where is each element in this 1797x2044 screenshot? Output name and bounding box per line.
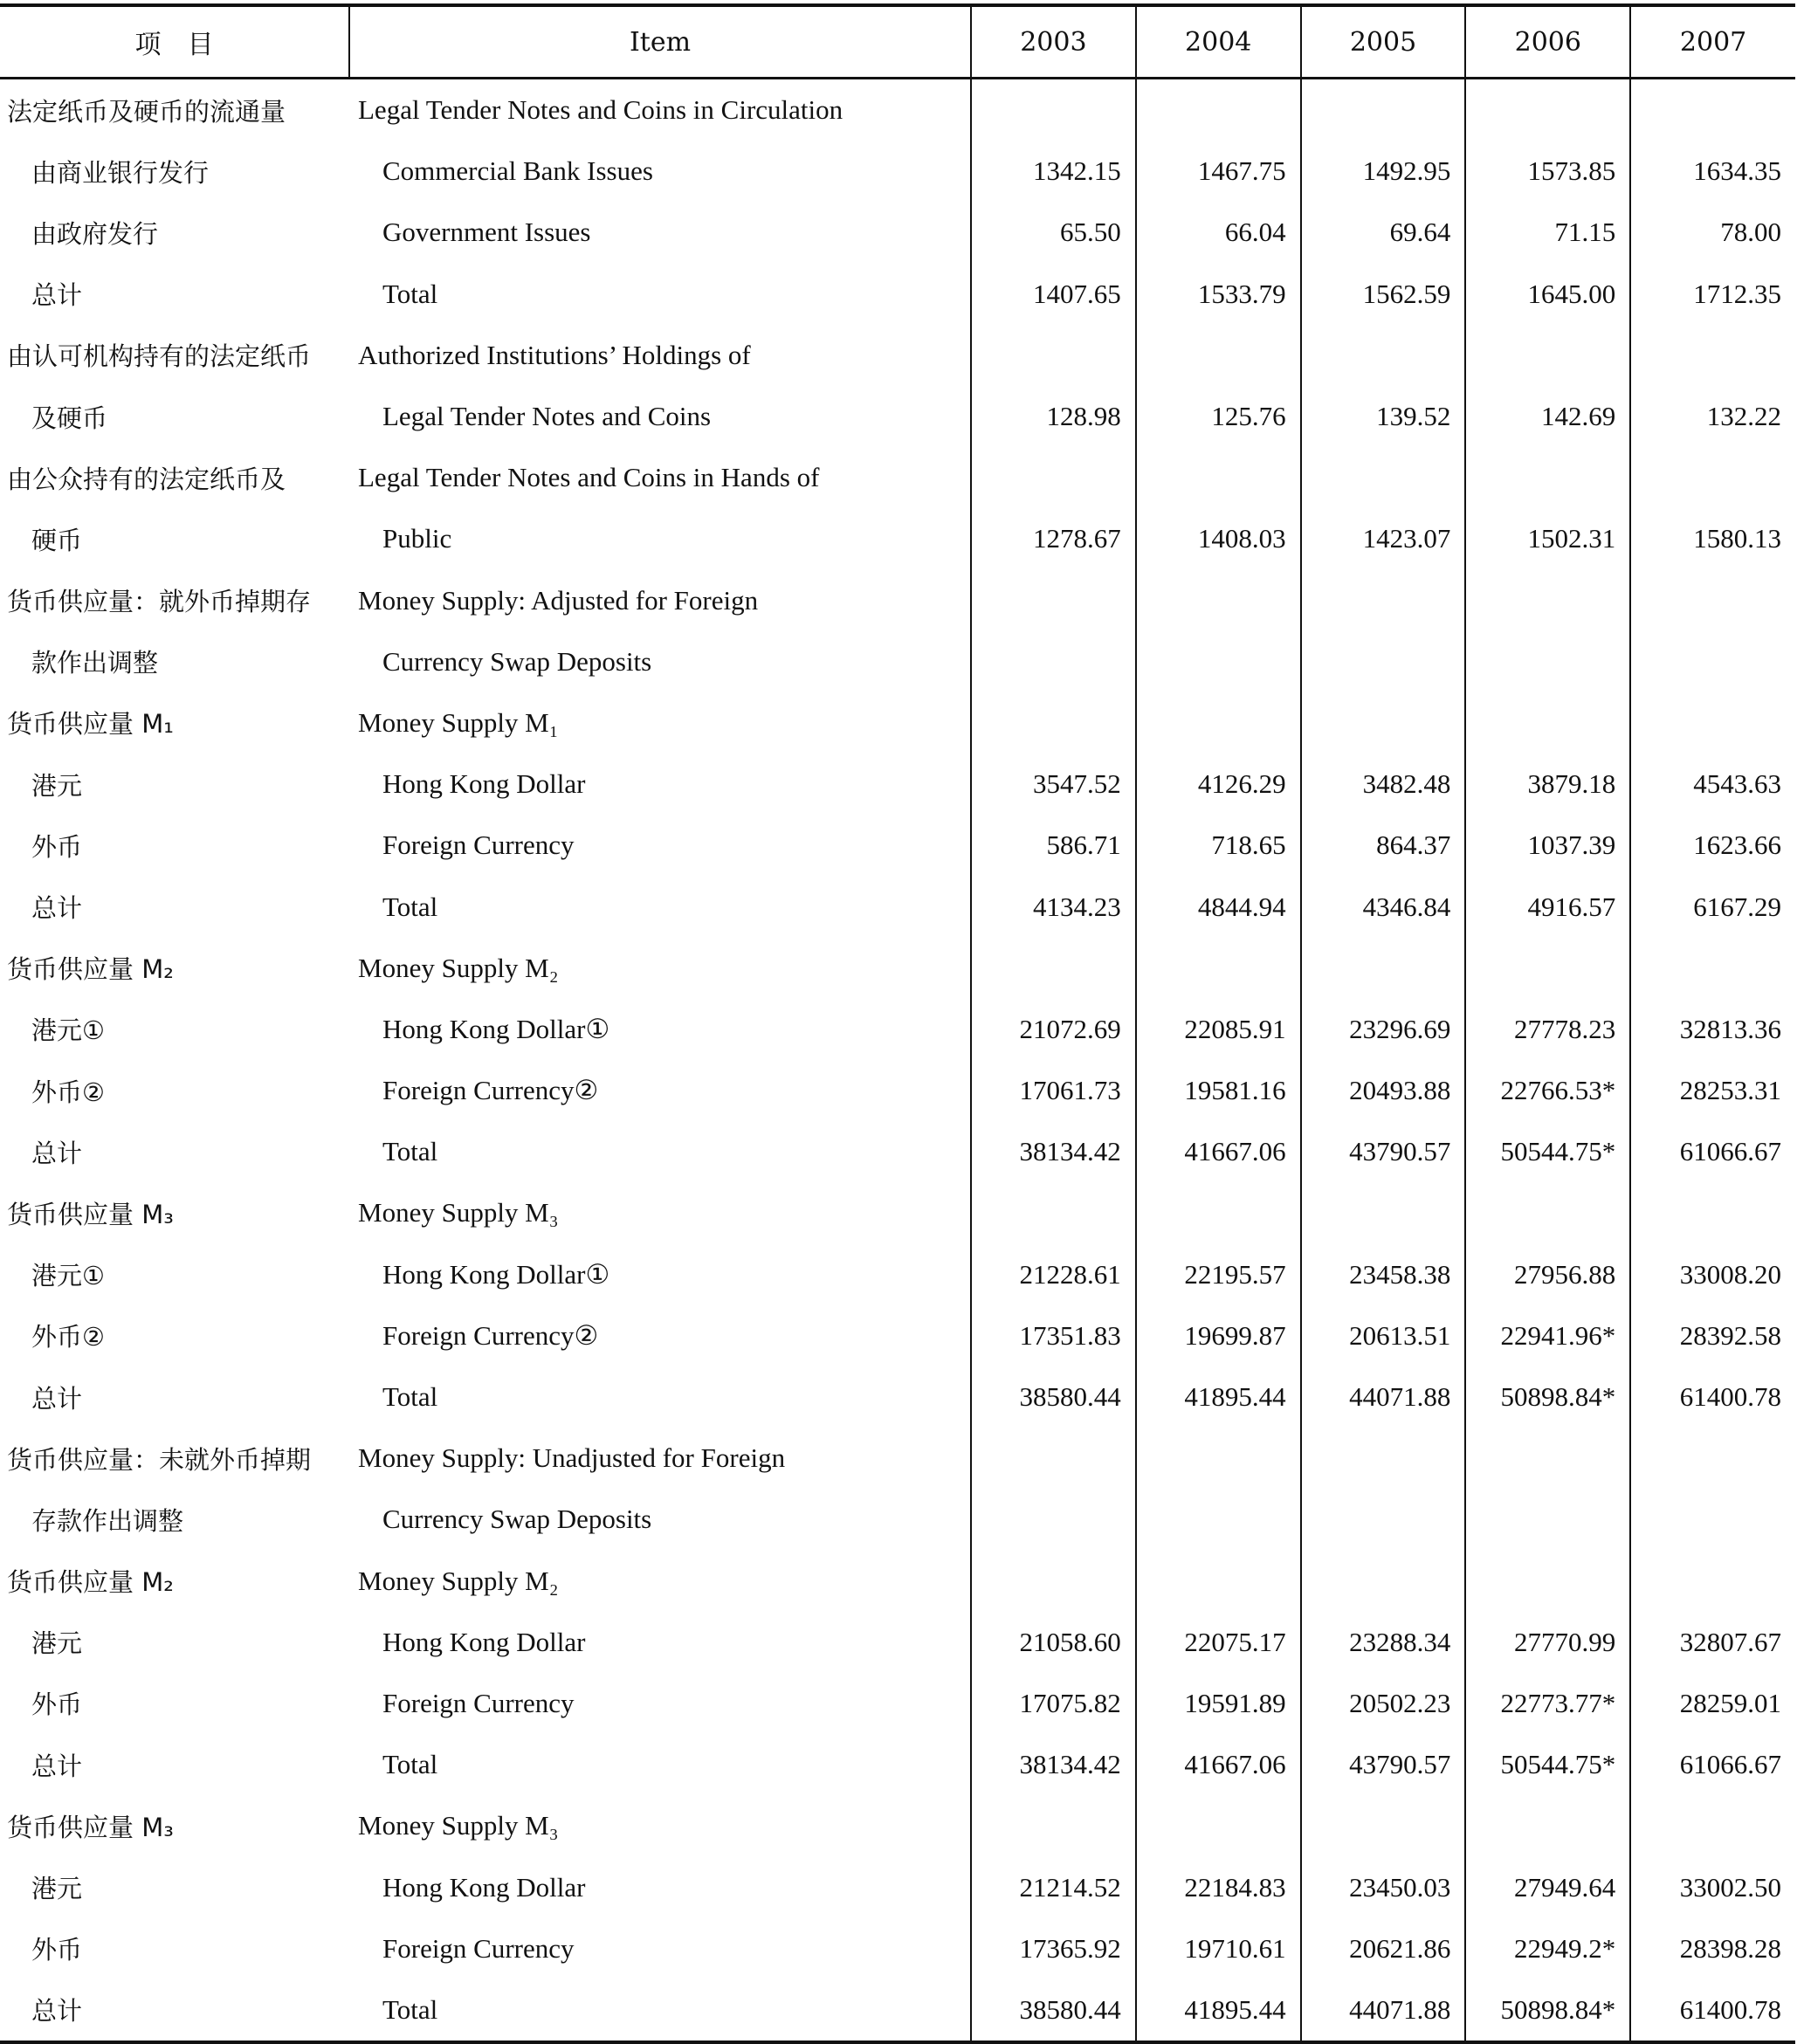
value-cell-2005 xyxy=(1301,1428,1466,1489)
row-label-en: Hong Kong Dollar xyxy=(382,1626,586,1657)
row-label-en: Money Supply M₂ xyxy=(358,952,559,983)
value-cell-2003 xyxy=(971,447,1136,508)
row-label-en: Money Supply M₂ xyxy=(358,1565,559,1596)
table-row xyxy=(0,1366,1795,1428)
row-label-zh: 由认可机构持有的法定纸币 xyxy=(7,341,312,372)
table-row xyxy=(0,1612,1795,1673)
value-cell-2007: 28398.28 xyxy=(1630,1918,1795,1979)
value-cell-2003: 3547.52 xyxy=(971,754,1136,815)
table-row xyxy=(0,386,1795,447)
row-label-en: Money Supply M₃ xyxy=(358,1197,559,1228)
row-label-zh: 款作出调整 xyxy=(31,648,159,678)
table-row xyxy=(0,1244,1795,1305)
row-label-en: Hong Kong Dollar xyxy=(382,1871,586,1903)
row-label-zh: 货币供应量：就外币掉期存 xyxy=(7,587,312,617)
value-cell-2007 xyxy=(1630,1795,1795,1856)
row-label-en: Public xyxy=(382,523,452,554)
table-row xyxy=(0,508,1795,569)
table-row xyxy=(0,447,1795,508)
value-cell-2005: 23288.34 xyxy=(1301,1612,1466,1673)
row-label-zh: 外币 xyxy=(31,1935,83,1965)
row-label-zh: 总计 xyxy=(31,893,83,924)
value-cell-2005: 4346.84 xyxy=(1301,876,1466,937)
value-cell-2007: 28253.31 xyxy=(1630,1060,1795,1121)
table-body xyxy=(0,79,1795,2043)
value-cell-2003 xyxy=(971,692,1136,754)
value-cell-2006 xyxy=(1465,1182,1630,1243)
value-cell-2004 xyxy=(1136,1182,1301,1243)
row-label-zh: 港元 xyxy=(31,770,83,801)
value-cell-2006: 50544.75* xyxy=(1465,1734,1630,1795)
row-label-zh: 港元① xyxy=(31,1261,105,1291)
row-label-en: Foreign Currency xyxy=(382,1932,575,1964)
value-cell-2006: 4916.57 xyxy=(1465,876,1630,937)
value-cell-2004: 4126.29 xyxy=(1136,754,1301,815)
row-label-en: Currency Swap Deposits xyxy=(382,1504,652,1535)
value-cell-2005: 1492.95 xyxy=(1301,141,1466,202)
value-cell-2004 xyxy=(1136,1795,1301,1856)
value-cell-2004: 125.76 xyxy=(1136,386,1301,447)
value-cell-2005 xyxy=(1301,447,1466,508)
value-cell-2006: 142.69 xyxy=(1465,386,1630,447)
table-row xyxy=(0,1856,1795,1917)
header-row xyxy=(0,5,1795,79)
value-cell-2007: 61066.67 xyxy=(1630,1121,1795,1182)
value-cell-2004: 22195.57 xyxy=(1136,1244,1301,1305)
row-label-zh: 货币供应量 M₃ xyxy=(7,1812,174,1842)
value-cell-2007: 61066.67 xyxy=(1630,1734,1795,1795)
value-cell-2005 xyxy=(1301,631,1466,692)
value-cell-2003: 21072.69 xyxy=(971,999,1136,1060)
value-cell-2004 xyxy=(1136,570,1301,631)
value-cell-2006: 3879.18 xyxy=(1465,754,1630,815)
value-cell-2005 xyxy=(1301,570,1466,631)
row-label-en: Foreign Currency xyxy=(382,829,575,861)
value-cell-2007: 4543.63 xyxy=(1630,754,1795,815)
table-row xyxy=(0,79,1795,141)
value-cell-2005: 3482.48 xyxy=(1301,754,1466,815)
value-cell-2004 xyxy=(1136,1489,1301,1550)
value-cell-2006 xyxy=(1465,1489,1630,1550)
value-cell-2007: 32807.67 xyxy=(1630,1612,1795,1673)
row-label-en: Money Supply M₃ xyxy=(358,1810,559,1841)
value-cell-2004: 22085.91 xyxy=(1136,999,1301,1060)
value-cell-2007: 1634.35 xyxy=(1630,141,1795,202)
value-cell-2004: 22184.83 xyxy=(1136,1856,1301,1917)
row-label-zh: 货币供应量 M₁ xyxy=(7,709,174,740)
value-cell-2005: 43790.57 xyxy=(1301,1121,1466,1182)
table-row xyxy=(0,1551,1795,1612)
table-row xyxy=(0,938,1795,999)
row-label-zh: 货币供应量 M₂ xyxy=(7,954,174,985)
row-label-en: Money Supply: Unadjusted for Foreign xyxy=(358,1442,786,1474)
value-cell-2006: 1037.39 xyxy=(1465,815,1630,876)
value-cell-2007: 132.22 xyxy=(1630,386,1795,447)
value-cell-2007 xyxy=(1630,938,1795,999)
row-label-zh: 货币供应量：未就外币掉期 xyxy=(7,1444,312,1475)
value-cell-2003: 17351.83 xyxy=(971,1305,1136,1366)
row-label-zh: 总计 xyxy=(0,1979,349,2042)
value-cell-2005: 1562.59 xyxy=(1301,264,1466,325)
value-cell-2005: 20502.23 xyxy=(1301,1673,1466,1734)
value-cell-2005: 139.52 xyxy=(1301,386,1466,447)
value-cell-2003: 21058.60 xyxy=(971,1612,1136,1673)
value-cell-2004: 19699.87 xyxy=(1136,1305,1301,1366)
value-cell-2003: 1342.15 xyxy=(971,141,1136,202)
value-cell-2003: 38580.44 xyxy=(971,1979,1136,2042)
value-cell-2003: 586.71 xyxy=(971,815,1136,876)
value-cell-2006: 71.15 xyxy=(1465,202,1630,263)
value-cell-2004: 41667.06 xyxy=(1136,1121,1301,1182)
header-year-2003: 2003 xyxy=(971,5,1136,79)
row-label-zh: 外币② xyxy=(31,1077,105,1107)
value-cell-2004: 1408.03 xyxy=(1136,508,1301,569)
value-cell-2003: 38134.42 xyxy=(971,1734,1136,1795)
value-cell-2004: 1533.79 xyxy=(1136,264,1301,325)
value-cell-2003 xyxy=(971,325,1136,386)
header-year-2007: 2007 xyxy=(1630,5,1795,79)
value-cell-2006: 27770.99 xyxy=(1465,1612,1630,1673)
value-cell-2006: 22766.53* xyxy=(1465,1060,1630,1121)
value-cell-2005: 864.37 xyxy=(1301,815,1466,876)
table-row xyxy=(0,570,1795,631)
row-label-zh: 总计 xyxy=(31,1751,83,1781)
value-cell-2004 xyxy=(1136,325,1301,386)
value-cell-2006 xyxy=(1465,1551,1630,1612)
row-label-en: Hong Kong Dollar① xyxy=(382,1258,610,1290)
row-label-zh: 港元 xyxy=(31,1628,83,1659)
table-row xyxy=(0,202,1795,263)
value-cell-2007 xyxy=(1630,79,1795,141)
row-label-zh: 港元 xyxy=(31,1874,83,1904)
table-row xyxy=(0,1182,1795,1243)
value-cell-2004: 41895.44 xyxy=(1136,1979,1301,2042)
value-cell-2004: 41667.06 xyxy=(1136,1734,1301,1795)
table-row xyxy=(0,1121,1795,1182)
row-label-en: Total xyxy=(382,1749,438,1780)
row-label-zh: 外币 xyxy=(31,831,83,862)
value-cell-2004 xyxy=(1136,1428,1301,1489)
value-cell-2005: 44071.88 xyxy=(1301,1979,1466,2042)
row-label-en: Total xyxy=(382,1381,438,1413)
value-cell-2006 xyxy=(1465,447,1630,508)
value-cell-2003: 21228.61 xyxy=(971,1244,1136,1305)
value-cell-2006: 27778.23 xyxy=(1465,999,1630,1060)
row-label-zh: 货币供应量 M₂ xyxy=(7,1567,174,1598)
row-label-en: Total xyxy=(349,1979,971,2042)
value-cell-2007 xyxy=(1630,1428,1795,1489)
value-cell-2004 xyxy=(1136,631,1301,692)
row-label-en: Money Supply: Adjusted for Foreign xyxy=(358,584,759,616)
value-cell-2006 xyxy=(1465,325,1630,386)
value-cell-2007: 6167.29 xyxy=(1630,876,1795,937)
value-cell-2003 xyxy=(971,570,1136,631)
value-cell-2006 xyxy=(1465,1795,1630,1856)
value-cell-2007 xyxy=(1630,447,1795,508)
value-cell-2007: 78.00 xyxy=(1630,202,1795,263)
value-cell-2003: 1407.65 xyxy=(971,264,1136,325)
value-cell-2006 xyxy=(1465,938,1630,999)
value-cell-2004 xyxy=(1136,692,1301,754)
value-cell-2007: 33002.50 xyxy=(1630,1856,1795,1917)
value-cell-2003 xyxy=(971,1551,1136,1612)
value-cell-2006 xyxy=(1465,79,1630,141)
value-cell-2007: 32813.36 xyxy=(1630,999,1795,1060)
row-label-zh: 总计 xyxy=(31,1383,83,1414)
row-label-en: Foreign Currency xyxy=(382,1687,575,1718)
value-cell-2003: 17075.82 xyxy=(971,1673,1136,1734)
money-supply-table xyxy=(0,3,1795,2044)
table-row xyxy=(0,631,1795,692)
table-row xyxy=(0,692,1795,754)
value-cell-2006: 1645.00 xyxy=(1465,264,1630,325)
value-cell-2006 xyxy=(1465,692,1630,754)
row-label-zh: 外币 xyxy=(31,1690,83,1720)
value-cell-2004: 41895.44 xyxy=(1136,1366,1301,1428)
value-cell-2007: 61400.78 xyxy=(1630,1366,1795,1428)
value-cell-2004: 19581.16 xyxy=(1136,1060,1301,1121)
header-year-2005: 2005 xyxy=(1301,5,1466,79)
value-cell-2003 xyxy=(971,1795,1136,1856)
value-cell-2004 xyxy=(1136,447,1301,508)
row-label-zh: 由政府发行 xyxy=(31,218,159,249)
value-cell-2006: 22949.2* xyxy=(1465,1918,1630,1979)
value-cell-2007 xyxy=(1630,1182,1795,1243)
value-cell-2003 xyxy=(971,79,1136,141)
row-label-zh: 总计 xyxy=(31,1138,83,1168)
value-cell-2003: 17365.92 xyxy=(971,1918,1136,1979)
value-cell-2006: 1573.85 xyxy=(1465,141,1630,202)
row-label-en: Government Issues xyxy=(382,217,591,248)
value-cell-2003: 17061.73 xyxy=(971,1060,1136,1121)
value-cell-2004: 4844.94 xyxy=(1136,876,1301,937)
row-label-en: Foreign Currency② xyxy=(382,1075,599,1106)
value-cell-2005 xyxy=(1301,1182,1466,1243)
row-label-en: Hong Kong Dollar① xyxy=(382,1013,610,1044)
row-label-zh: 存款作出调整 xyxy=(31,1505,184,1536)
row-label-en: Commercial Bank Issues xyxy=(382,155,653,187)
row-label-en: Total xyxy=(382,891,438,922)
value-cell-2004 xyxy=(1136,938,1301,999)
table-row xyxy=(0,141,1795,202)
row-label-zh: 由公众持有的法定纸币及 xyxy=(7,464,286,494)
value-cell-2006 xyxy=(1465,570,1630,631)
value-cell-2007: 1623.66 xyxy=(1630,815,1795,876)
row-label-zh: 及硬币 xyxy=(31,403,108,433)
value-cell-2003 xyxy=(971,1489,1136,1550)
value-cell-2007 xyxy=(1630,325,1795,386)
table-row xyxy=(0,1489,1795,1550)
table-row xyxy=(0,876,1795,937)
value-cell-2005: 20621.86 xyxy=(1301,1918,1466,1979)
value-cell-2007: 61400.78 xyxy=(1630,1979,1795,2042)
value-cell-2005: 43790.57 xyxy=(1301,1734,1466,1795)
table-row xyxy=(0,1305,1795,1366)
value-cell-2004: 66.04 xyxy=(1136,202,1301,263)
table-row xyxy=(0,1428,1795,1489)
value-cell-2007 xyxy=(1630,692,1795,754)
table-row xyxy=(0,1979,1795,2042)
table-row xyxy=(0,325,1795,386)
header-item-en: Item xyxy=(349,5,971,79)
row-label-en: Legal Tender Notes and Coins in Circulation xyxy=(358,94,843,126)
value-cell-2003 xyxy=(971,938,1136,999)
value-cell-2005 xyxy=(1301,938,1466,999)
row-label-en: Foreign Currency② xyxy=(382,1319,599,1351)
table-row xyxy=(0,1734,1795,1795)
value-cell-2005 xyxy=(1301,325,1466,386)
value-cell-2006: 22941.96* xyxy=(1465,1305,1630,1366)
value-cell-2003 xyxy=(971,1182,1136,1243)
row-label-zh: 由商业银行发行 xyxy=(31,157,210,188)
value-cell-2007: 28259.01 xyxy=(1630,1673,1795,1734)
value-cell-2005: 23450.03 xyxy=(1301,1856,1466,1917)
row-label-zh: 总计 xyxy=(31,280,83,311)
row-label-zh: 硬币 xyxy=(31,525,83,555)
value-cell-2007: 1580.13 xyxy=(1630,508,1795,569)
value-cell-2006: 22773.77* xyxy=(1465,1673,1630,1734)
row-label-en: Legal Tender Notes and Coins xyxy=(382,401,712,432)
value-cell-2004: 718.65 xyxy=(1136,815,1301,876)
value-cell-2007: 28392.58 xyxy=(1630,1305,1795,1366)
value-cell-2005 xyxy=(1301,79,1466,141)
table-row xyxy=(0,754,1795,815)
table-row xyxy=(0,1673,1795,1734)
value-cell-2003 xyxy=(971,631,1136,692)
value-cell-2006: 50898.84* xyxy=(1465,1366,1630,1428)
value-cell-2005: 69.64 xyxy=(1301,202,1466,263)
value-cell-2003: 128.98 xyxy=(971,386,1136,447)
value-cell-2005: 20493.88 xyxy=(1301,1060,1466,1121)
value-cell-2004 xyxy=(1136,1551,1301,1612)
value-cell-2006: 27949.64 xyxy=(1465,1856,1630,1917)
value-cell-2003: 21214.52 xyxy=(971,1856,1136,1917)
row-label-en: Total xyxy=(382,1136,438,1167)
value-cell-2004: 22075.17 xyxy=(1136,1612,1301,1673)
value-cell-2007 xyxy=(1630,570,1795,631)
value-cell-2005: 20613.51 xyxy=(1301,1305,1466,1366)
value-cell-2005: 23296.69 xyxy=(1301,999,1466,1060)
value-cell-2005 xyxy=(1301,1489,1466,1550)
table-row xyxy=(0,815,1795,876)
value-cell-2005 xyxy=(1301,1551,1466,1612)
value-cell-2003 xyxy=(971,1428,1136,1489)
value-cell-2005 xyxy=(1301,1795,1466,1856)
row-label-en: Authorized Institutions’ Holdings of xyxy=(358,339,751,370)
table-row xyxy=(0,1795,1795,1856)
value-cell-2004 xyxy=(1136,79,1301,141)
table-header xyxy=(0,5,1795,79)
value-cell-2003: 1278.67 xyxy=(971,508,1136,569)
row-label-zh: 货币供应量 M₃ xyxy=(7,1199,174,1229)
row-label-en: Currency Swap Deposits xyxy=(382,645,652,677)
header-year-2004: 2004 xyxy=(1136,5,1301,79)
value-cell-2006: 1502.31 xyxy=(1465,508,1630,569)
value-cell-2004: 19591.89 xyxy=(1136,1673,1301,1734)
table-row xyxy=(0,264,1795,325)
value-cell-2005: 44071.88 xyxy=(1301,1366,1466,1428)
value-cell-2007: 33008.20 xyxy=(1630,1244,1795,1305)
value-cell-2006: 50898.84* xyxy=(1465,1979,1630,2042)
value-cell-2007 xyxy=(1630,1551,1795,1612)
row-label-zh: 外币② xyxy=(31,1322,105,1352)
row-label-en: Hong Kong Dollar xyxy=(382,768,586,800)
table-row xyxy=(0,999,1795,1060)
row-label-zh: 港元① xyxy=(31,1015,105,1046)
value-cell-2007 xyxy=(1630,1489,1795,1550)
value-cell-2006: 27956.88 xyxy=(1465,1244,1630,1305)
value-cell-2004: 19710.61 xyxy=(1136,1918,1301,1979)
value-cell-2005: 1423.07 xyxy=(1301,508,1466,569)
value-cell-2003: 4134.23 xyxy=(971,876,1136,937)
value-cell-2005: 23458.38 xyxy=(1301,1244,1466,1305)
header-item-zh: 项 目 xyxy=(0,5,349,79)
value-cell-2006 xyxy=(1465,631,1630,692)
value-cell-2007: 1712.35 xyxy=(1630,264,1795,325)
table-row xyxy=(0,1918,1795,1979)
value-cell-2004: 1467.75 xyxy=(1136,141,1301,202)
row-label-en: Legal Tender Notes and Coins in Hands of xyxy=(358,462,820,493)
value-cell-2005 xyxy=(1301,692,1466,754)
row-label-zh: 法定纸币及硬币的流通量 xyxy=(7,96,286,127)
row-label-en: Money Supply M₁ xyxy=(358,706,559,738)
table-row xyxy=(0,1060,1795,1121)
value-cell-2007 xyxy=(1630,631,1795,692)
value-cell-2006: 50544.75* xyxy=(1465,1121,1630,1182)
value-cell-2003: 38580.44 xyxy=(971,1366,1136,1428)
header-year-2006: 2006 xyxy=(1465,5,1630,79)
value-cell-2006 xyxy=(1465,1428,1630,1489)
row-label-en: Total xyxy=(382,278,438,309)
value-cell-2003: 65.50 xyxy=(971,202,1136,263)
value-cell-2003: 38134.42 xyxy=(971,1121,1136,1182)
